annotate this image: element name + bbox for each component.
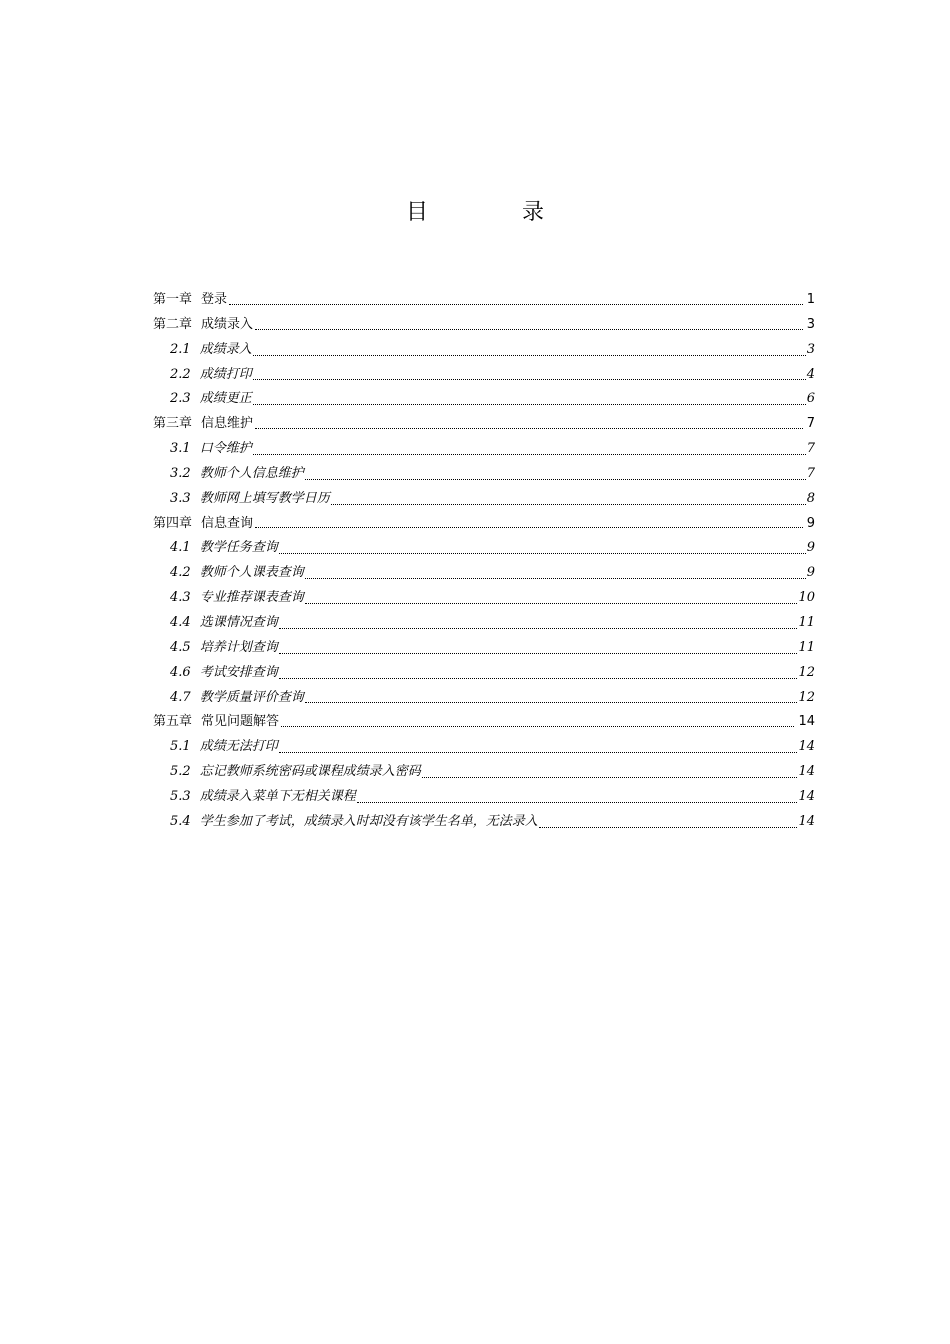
toc-entry-title: 选课情况查询 (199, 614, 278, 630)
toc-entry-number: 4.7 (170, 689, 191, 705)
toc-page-number: 7 (806, 441, 815, 457)
toc-page-number: 3 (806, 341, 815, 357)
toc-entry-title: 信息查询 (201, 515, 254, 531)
toc-dot-leader (305, 603, 798, 604)
toc-section-entry[interactable] (153, 760, 815, 785)
toc-page-number: 12 (798, 664, 815, 680)
toc-page-number: 14 (798, 813, 815, 829)
toc-section-entry[interactable] (153, 338, 815, 363)
toc-entry-title: 成绩录入 (199, 341, 252, 357)
toc-chapter-entry[interactable] (153, 313, 815, 338)
toc-dot-leader (255, 329, 803, 330)
toc-dot-leader (422, 777, 798, 778)
toc-section-entry[interactable] (153, 561, 815, 586)
toc-entry-number: 5.1 (170, 739, 191, 755)
toc-entry-number: 3.3 (170, 490, 191, 506)
toc-section-entry[interactable] (153, 810, 815, 835)
table-of-contents (153, 288, 815, 835)
toc-section-entry[interactable] (153, 611, 815, 636)
toc-page-number: 3 (806, 316, 815, 332)
toc-section-entry[interactable] (153, 387, 815, 412)
toc-page-number: 9 (806, 565, 815, 581)
toc-entry-title: 登录 (201, 292, 228, 307)
toc-page-number: 14 (798, 764, 815, 780)
toc-dot-leader (253, 355, 806, 356)
toc-page-number: 12 (798, 689, 815, 705)
toc-entry-number: 4.3 (170, 590, 191, 606)
toc-entry-number: 4.2 (170, 565, 191, 581)
toc-page-number: 14 (798, 788, 815, 804)
toc-entry-title: 忘记教师系统密码或课程成绩录入密码 (199, 764, 421, 780)
toc-entry-title: 常见问题解答 (201, 714, 280, 730)
toc-section-entry[interactable] (153, 437, 815, 462)
toc-dot-leader (279, 752, 798, 753)
toc-chapter-entry[interactable] (153, 710, 815, 735)
toc-dot-leader (255, 527, 803, 528)
toc-dot-leader (229, 304, 803, 305)
toc-dot-leader (253, 404, 806, 405)
toc-page-number: 14 (798, 714, 815, 730)
toc-entry-title: 信息维护 (201, 416, 254, 432)
toc-page-number: 7 (806, 465, 815, 481)
toc-entry-title: 学生参加了考试，成绩录入时却没有该学生名单，无法录入 (199, 813, 538, 829)
toc-entry-title: 教师个人课表查询 (199, 565, 304, 581)
toc-entry-title: 考试安排查询 (199, 664, 278, 680)
toc-entry-title: 口令维护 (199, 441, 252, 457)
toc-dot-leader (331, 504, 806, 505)
toc-entry-title: 专业推荐课表查询 (199, 590, 304, 606)
toc-dot-leader (279, 553, 806, 554)
toc-title: 目 录 (405, 200, 580, 225)
toc-chapter-entry[interactable] (153, 512, 815, 537)
toc-entry-number: 第四章 (153, 515, 193, 531)
toc-page-number: 11 (798, 639, 815, 655)
toc-dot-leader (357, 802, 798, 803)
toc-entry-number: 4.5 (170, 639, 191, 655)
toc-section-entry[interactable] (153, 636, 815, 661)
toc-chapter-entry[interactable] (153, 412, 815, 437)
toc-entry-title: 教学任务查询 (199, 540, 278, 556)
toc-dot-leader (253, 454, 806, 455)
toc-entry-number: 第三章 (153, 416, 193, 432)
toc-entry-title: 教师网上填写教学日历 (199, 490, 330, 506)
toc-section-entry[interactable] (153, 661, 815, 686)
toc-entry-number: 2.2 (170, 366, 191, 382)
toc-page-number: 1 (806, 292, 815, 307)
toc-page-number: 9 (806, 540, 815, 556)
toc-section-entry[interactable] (153, 487, 815, 512)
toc-dot-leader (253, 379, 806, 380)
toc-entry-number: 3.2 (170, 465, 191, 481)
toc-entry-number: 5.2 (170, 764, 191, 780)
toc-section-entry[interactable] (153, 686, 815, 711)
toc-entry-title: 教学质量评价查询 (199, 689, 304, 705)
toc-entry-number: 4.6 (170, 664, 191, 680)
toc-dot-leader (305, 578, 806, 579)
toc-entry-title: 成绩无法打印 (199, 739, 278, 755)
toc-entry-title: 教师个人信息维护 (199, 465, 304, 481)
toc-page-number: 8 (806, 490, 815, 506)
toc-entry-number: 第一章 (153, 292, 193, 307)
toc-section-entry[interactable] (153, 462, 815, 487)
toc-dot-leader (305, 479, 806, 480)
toc-entry-title: 成绩打印 (199, 366, 252, 382)
toc-section-entry[interactable] (153, 785, 815, 810)
toc-dot-leader (281, 726, 794, 727)
toc-section-entry[interactable] (153, 735, 815, 760)
toc-section-entry[interactable] (153, 586, 815, 611)
toc-page-number: 4 (806, 366, 815, 382)
toc-dot-leader (539, 827, 798, 828)
toc-entry-number: 第五章 (153, 714, 193, 730)
toc-entry-title: 成绩录入菜单下无相关课程 (199, 788, 356, 804)
toc-entry-number: 2.1 (170, 341, 191, 357)
toc-dot-leader (255, 428, 803, 429)
toc-entry-number: 2.3 (170, 391, 191, 407)
toc-entry-title: 培养计划查询 (199, 639, 278, 655)
toc-page-number: 14 (798, 739, 815, 755)
toc-section-entry[interactable] (153, 363, 815, 388)
toc-page-number: 6 (806, 391, 815, 407)
toc-dot-leader (279, 653, 798, 654)
toc-dot-leader (305, 702, 798, 703)
toc-page-number: 11 (798, 614, 815, 630)
toc-entry-number: 5.3 (170, 788, 191, 804)
toc-entry-number: 4.1 (170, 540, 191, 556)
toc-entry-number: 第二章 (153, 316, 193, 332)
toc-entry-title: 成绩录入 (201, 316, 254, 332)
toc-page-number: 10 (798, 590, 815, 606)
toc-entry-number: 3.1 (170, 441, 191, 457)
toc-section-entry[interactable] (153, 536, 815, 561)
toc-dot-leader (279, 628, 798, 629)
toc-entry-title: 成绩更正 (199, 391, 252, 407)
toc-page-number: 7 (806, 416, 815, 432)
toc-chapter-entry[interactable] (153, 288, 815, 313)
toc-dot-leader (279, 678, 798, 679)
toc-entry-number: 5.4 (170, 813, 191, 829)
toc-entry-number: 4.4 (170, 614, 191, 630)
toc-page-number: 9 (806, 515, 815, 531)
